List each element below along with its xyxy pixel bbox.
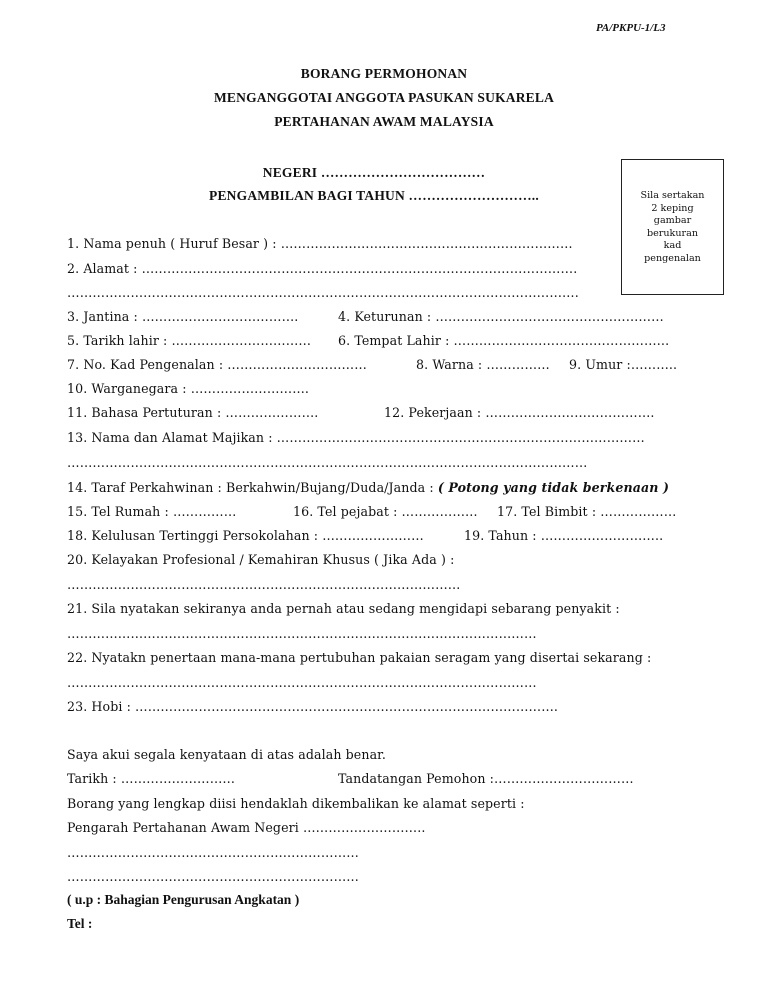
pengambilan-field[interactable]: PENGAMBILAN BAGI TAHUN ……………………….. [209,188,539,203]
form-title-line2: MENGANGGOTAI ANGGOTA PASUKAN SUKARELA [213,90,555,105]
address-line1: …………………………………………………………… [67,845,359,860]
field-penyakit[interactable]: 21. Sila nyatakan sekiranya anda pernah atau sedang mengidapi sebarang penyakit : [67,601,620,616]
field-nama-penuh[interactable]: 1. Nama penuh ( Huruf Besar ) : …………………………………………………………… [67,236,573,251]
field-bahasa[interactable]: 11. Bahasa Pertuturan : …………………. [67,405,319,420]
field-taraf-perkahwinan[interactable] [67,480,669,495]
field-pertubuhan-line2[interactable]: ………………………………………………………………………………………………… [67,675,537,690]
field-kad-pengenalan[interactable]: 7. No. Kad Pengenalan : …………………………… [67,357,367,372]
photo-box [621,159,724,295]
pengarah-address: Pengarah Pertahanan Awam Negeri ……………………….. [67,820,426,835]
field-pekerjaan[interactable]: 12. Pekerjaan : …………………………………. [384,405,655,420]
field-majikan[interactable]: 13. Nama dan Alamat Majikan : …………………………………………………………………………… [67,430,645,445]
field-kelayakan[interactable]: 20. Kelayakan Profesional / Kemahiran Khusus ( Jika Ada ) : [67,552,455,567]
field-warganegara[interactable]: 10. Warganegara : ………………………. [67,381,310,396]
taraf-note: ( Potong yang tidak berkenaan ) [437,480,670,495]
field-kelulusan[interactable]: 18. Kelulusan Tertinggi Persokolahan : …………………… [67,528,424,543]
field-tarikh-lahir[interactable]: 5. Tarikh lahir : …………………………… [67,333,312,348]
field-kelayakan-line2[interactable]: ………………………………………………………………………………… [67,577,461,592]
negeri-field[interactable]: NEGERI ……………………………… [262,165,486,180]
field-hobi[interactable]: 23. Hobi : ………………………………………………………………………………………. [67,699,559,714]
declaration-statement: Saya akui segala kenyataan di atas adalah benar. [67,747,387,762]
document-code: PA/PKPU-1/L3 [596,22,666,34]
field-tempat-lahir[interactable]: 6. Tempat Lahir : …………………………………………… [338,333,670,348]
field-tahun[interactable]: 19. Tahun : ……………………….. [464,528,664,543]
field-tel-rumah[interactable]: 15. Tel Rumah : …………… [67,504,237,519]
form-title-line3: PERTAHANAN AWAM MALAYSIA [274,114,494,129]
field-pertubuhan[interactable]: 22. Nyatakn penertaan mana-mana pertubuhan pakaian seragam yang disertai sekarang : [67,650,652,665]
photo-instruction: Sila sertakan 2 keping gambar berukuran kad pengenalan [640,190,705,264]
return-note: Borang yang lengkap diisi hendaklah dikembalikan ke alamat seperti : [67,796,525,811]
field-jantina[interactable]: 3. Jantina : ………………………………. [67,309,299,324]
field-umur[interactable]: 9. Umur :……….. [569,357,678,372]
field-warna[interactable]: 8. Warna : …………… [416,357,550,372]
field-tel-bimbit[interactable]: 17. Tel Bimbit : ……………… [497,504,677,519]
tel-line: Tel : [67,916,93,931]
up-line: ( u.p : Bahagian Pengurusan Angkatan ) [67,892,300,907]
field-tarikh[interactable]: Tarikh : ……………………… [67,771,236,786]
field-penyakit-line2[interactable]: ………………………………………………………………………………………………… [67,626,537,641]
field-alamat[interactable]: 2. Alamat : …………………………………………………………………………………………. [67,261,578,276]
field-keturunan[interactable]: 4. Keturunan : ……………………………………………… [338,309,664,324]
form-title-line1: BORANG PERMOHONAN [300,66,468,81]
field-alamat-line2[interactable]: …………………………………………………………………………………………………………. [67,285,579,300]
address-line2: …………………………………………………………… [67,869,359,884]
field-majikan-line2[interactable]: …………………………………………………………………………………………………………… [67,455,588,470]
taraf-label: 14. Taraf Perkahwinan : Berkahwin/Bujang/Duda/Janda : [67,480,434,495]
field-tandatangan[interactable]: Tandatangan Pemohon :…………………………… [338,771,634,786]
field-tel-pejabat[interactable]: 16. Tel pejabat : ……………… [293,504,478,519]
